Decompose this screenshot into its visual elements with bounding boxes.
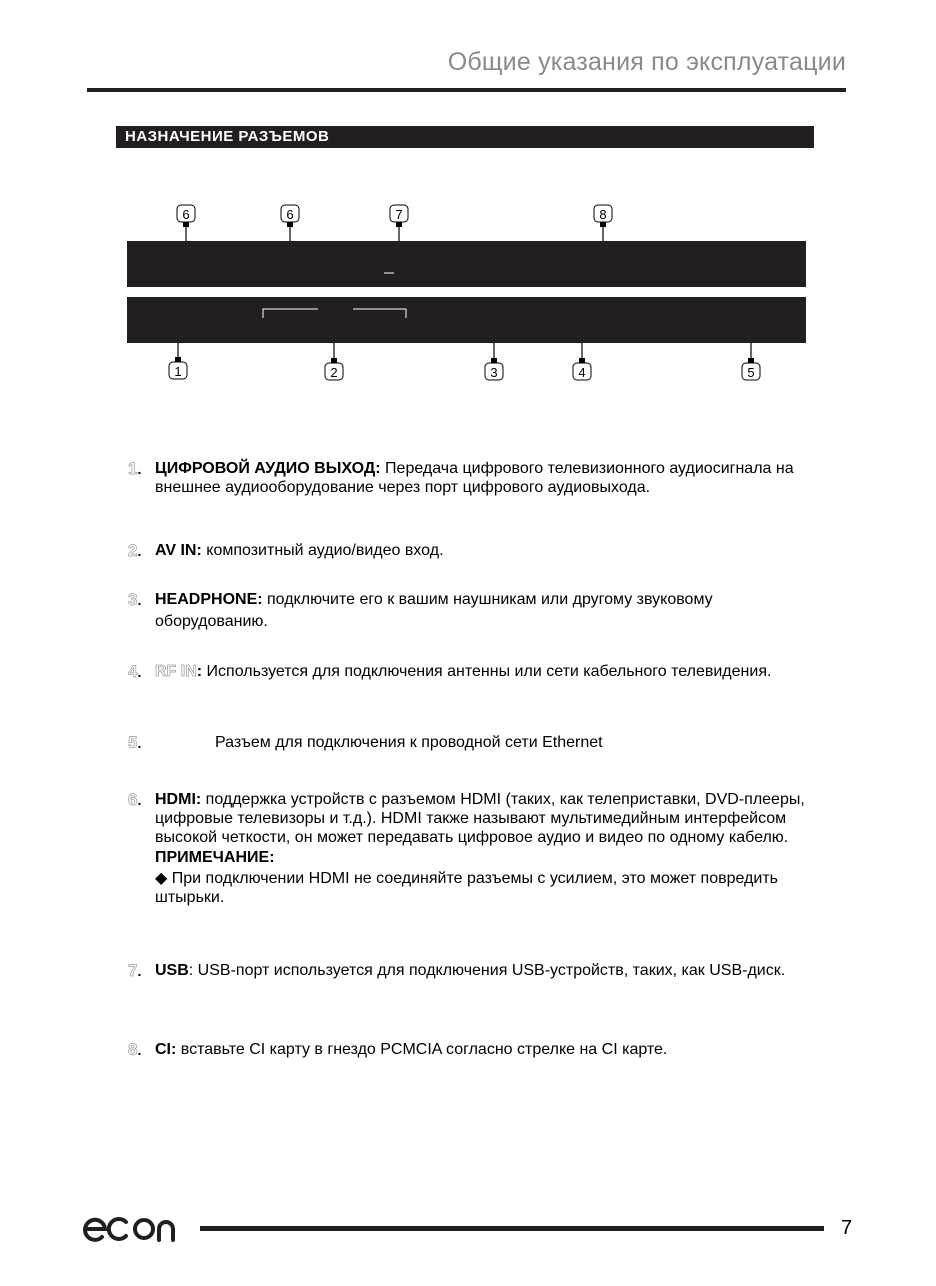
callout-label-6a: 6 [182, 207, 190, 222]
page-header-title: Общие указания по эксплуатации [447, 48, 846, 76]
item-label-colon: : [196, 663, 203, 680]
list-item-usb [128, 961, 808, 980]
bottom-panel [127, 297, 806, 343]
item-text: : USB-порт используется для подключения USB-устройств, таких, как USB-диск. [188, 962, 786, 979]
page-number: 7 [841, 1217, 853, 1239]
item-text: подключите его к вашим наушникам или другому звуковому оборудованию. [155, 591, 713, 630]
item-label: HEADPHONE: [155, 591, 263, 608]
footer-divider [200, 1226, 824, 1231]
list-item-hdmi [128, 790, 808, 907]
top-panel [127, 241, 806, 287]
callout-label-8: 8 [599, 207, 607, 222]
item-number: 2. [128, 541, 142, 560]
item-number: 6. [128, 790, 142, 809]
item-text: поддержка устройств с разъемом HDMI (таких, как телеприставки, DVD-плееры, цифровые телевизоры и т.д.). HDMI также называют мультимедийным интерфейсом высокой четкости, он может передавать цифровое аудио и видео по одному кабелю. [155, 791, 805, 846]
list-item-headphone [128, 589, 808, 633]
callout-bottom-ethernet [742, 343, 760, 380]
note-title: ПРИМЕЧАНИЕ: [155, 849, 275, 866]
callout-top-hdmi-2 [281, 205, 299, 241]
callout-label-5: 5 [747, 365, 755, 380]
section-title: НАЗНАЧЕНИЕ РАЗЪЕМОВ [116, 126, 814, 148]
connector-diagram [0, 0, 936, 420]
item-label: AV IN: [155, 542, 202, 559]
list-item-rf-in [128, 662, 808, 681]
list-item-ci [128, 1040, 808, 1059]
callout-label-1: 1 [174, 364, 182, 379]
item-label: HDMI: [155, 791, 202, 808]
econ-logo [83, 1209, 178, 1249]
item-label: CI: [155, 1041, 177, 1058]
item-text: композитный аудио/видео вход. [201, 542, 444, 559]
item-number: 7. [128, 961, 142, 980]
item-number: 4. [128, 662, 142, 681]
callout-label-3: 3 [490, 365, 498, 380]
item-number: 3. [128, 590, 142, 609]
callout-label-7: 7 [395, 207, 403, 222]
item-label: ЦИФРОВОЙ АУДИО ВЫХОД: [155, 460, 381, 477]
item-number: 5. [128, 733, 142, 752]
callout-top-hdmi-1 [177, 205, 195, 241]
callout-bottom-headphone [485, 343, 503, 380]
callout-top-usb [390, 205, 408, 241]
list-item-av-in [128, 541, 808, 560]
item-number: 8. [128, 1040, 142, 1059]
item-label: RF IN [155, 663, 197, 680]
note-text: ◆ При подключении HDMI не соединяйте разъемы с усилием, это может повредить штырьки. [155, 870, 778, 906]
item-text: вставьте CI карту в гнездо PCMCIA согласно стрелке на CI карте. [176, 1041, 668, 1058]
item-text: Передача цифрового телевизионного аудиосигнала на внешнее аудиооборудование через порт цифрового аудиовыхода. [155, 460, 794, 496]
item-label: USB [155, 962, 189, 979]
item-text: Разъем для подключения к проводной сети Ethernet [215, 734, 603, 751]
item-number: 1. [128, 459, 142, 478]
callout-label-4: 4 [578, 365, 586, 380]
list-item-digital-audio-out [128, 459, 808, 497]
callout-label-2: 2 [330, 365, 338, 380]
item-text: Используется для подключения антенны или сети кабельного телевидения. [202, 663, 772, 680]
callout-top-ci [594, 205, 612, 241]
callout-bottom-digital-audio [169, 343, 187, 379]
callout-bottom-rf-in [573, 343, 591, 380]
callout-label-6b: 6 [286, 207, 294, 222]
callout-bottom-av-in [325, 343, 343, 380]
list-item-ethernet [128, 733, 808, 752]
